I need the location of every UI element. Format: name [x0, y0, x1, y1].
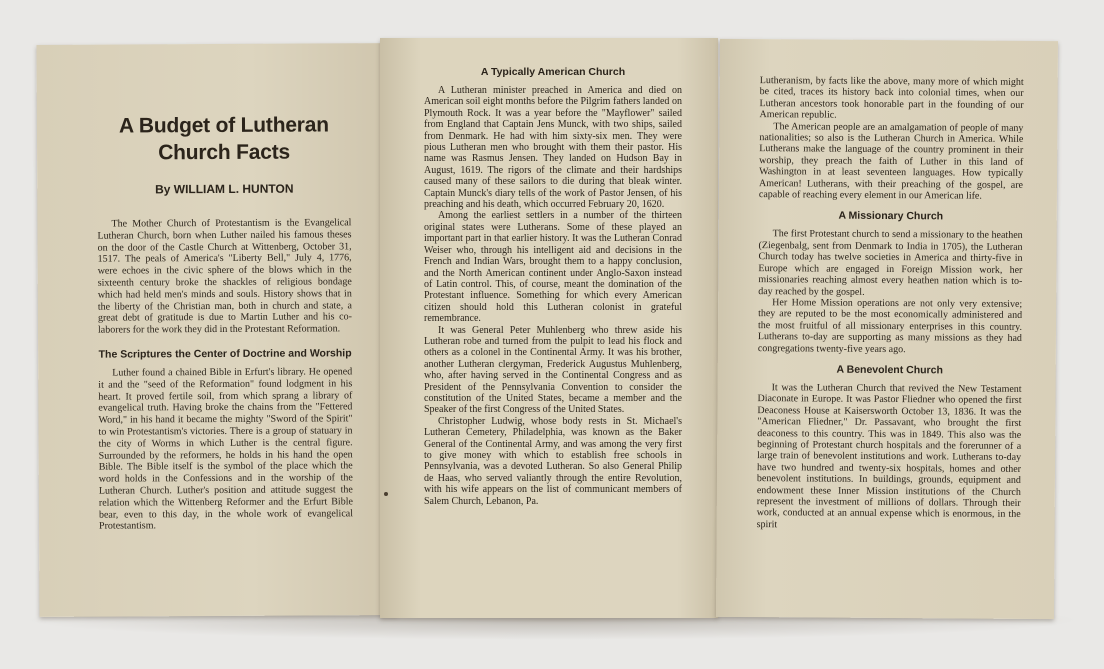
pamphlet-left-panel	[37, 43, 398, 617]
american-paragraph-2: Among the earliest settlers in a number of the thirteen original states were Lutherans. Some of these played an important part in that earlier history. It was the Lutheran Conrad Weiser who, through his intelligent aid and decisions in the French and Indian Wars, brought them to a happy conclusion, and the North American continent under Anglo-Saxon instead of Latin control. This, of course, meant the domination of the Protestant influence. Something for which every American citizen should hold this Lutheran colonist in grateful remembrance.	[424, 210, 682, 325]
american-paragraph-3: It was General Peter Muhlenberg who threw aside his Lutheran robe and turned from the pulpit to lead his flock and others as a colonel in the Continental Army. It was his brother, another Lutheran clergyman, Frederick Augustus Muhlenberg, who, after having served in the Continental Congress and as President of the Pennsylvania Convention to consider the constitution of the United States, became a member and the Speaker of the first Congress of the United States.	[424, 324, 682, 416]
section-heading-missionary: A Missionary Church	[838, 210, 944, 223]
intro-paragraph: The Mother Church of Protestantism is the Evangelical Lutheran Church, born when Luther nailed his famous theses on the door of the Castle Church at Wittenberg, October 31, 1517. The peals of America's "Liberty Bell," July 4, 1776, were echoes in the civic sphere of the blows which in the sixteenth century broke the shackles of religious bondage which had held men's minds and souls. History shows that in the liberty of the Christian man, both in church and state, a great debt of gratitude is due to Martin Luther and his co-laborers for the work they did in the Protestant Reformation.	[97, 217, 352, 336]
pamphlet-right-panel	[716, 39, 1058, 619]
american-paragraph-1: A Lutheran minister preached in America and died on American soil eight months before the Pilgrim fathers landed on Plymouth Rock. It was a year before the "Mayflower" sailed from England that Captain Jens Munck, with two ships, sailed from Denmark. He had with him sixty-six men. They were pious Lutheran men who brought with them their pastor. His name was Rasmus Jensen. They landed on Hudson Bay in August, 1619. The rigors of the climate and their hardships caused many of these sailors to die during that bleak winter. Captain Munck's diary tells of the work of Pastor Jensen, of his preaching and his death, which occurred February 20, 1620.	[424, 85, 682, 211]
scriptures-paragraph: Luther found a chained Bible in Erfurt's library. He opened it and the "seed of the Reformation" found lodgment in his heart. It proved fertile soil, from which sprang a library of evangelical truth. Having broke the chains from the "Fettered Word," in his hand it became the mighty "Sword of the Spirit" to win Protestantism's victories. There is a group of statuary in the city of Worms in which Luther is the central figure. Surrounded by the reformers, he holds in his hand the open Bible. The Bible itself is the symbol of the place which the word holds in the Confessions and in the worship of the Lutheran Church. Luther's position and attitude suggest the relation which the Wittenberg Reformer and the Erfurt Bible bear, even to this day, in the whole work of evangelical Protestantism.	[98, 366, 353, 532]
colonial-paragraph: Lutheranism, by facts like the above, many more of which might be cited, traces its history back into colonial times, when our Lutheran ancestors took honorable part in the founding of our American republic.	[759, 75, 1024, 121]
amalgamation-paragraph: The American people are an amalgamation of people of many nationalities; so also is the Lutheran Church in America. While Lutherans make the language of the country prominent in their worship, they preach the faith of Luther in this land of Washington in at least seventeen languages. How typically American! Lutherans, with their preaching of the gospel, are capable of reaching every element in our American life.	[758, 120, 1024, 202]
section-heading-scriptures: The Scriptures the Center of Doctrine and Worship	[98, 347, 352, 361]
author-byline: By WILLIAM L. HUNTON	[155, 181, 294, 197]
section-heading-american: A Typically American Church	[480, 66, 626, 78]
section-heading-benevolent: A Benevolent Church	[836, 363, 943, 377]
american-paragraph-4: Christopher Ludwig, whose body rests in St. Michael's Lutheran Cemetery, Philadelphia, was known as the Baker General of the Continental Army, and was among the very first to give money with which to establish free schools in Pennsylvania, was a devoted Lutheran. So also General Philip de Haas, who served valiantly through the entire Revolution, with his wife appears on the list of communicant members of Salem Church, Lebanon, Pa.	[424, 415, 682, 507]
staple-hole	[384, 492, 388, 496]
benevolent-paragraph: It was the Lutheran Church that revived the New Testament Diaconate in Europe. It was Pastor Fliedner who opened the first Deaconess House at Kaisersworth October 13, 1836. It was the "American Fliedner," Dr. Passavant, who brought the first deaconess to this country. This was in 1849. This also was the beginning of Protestant church hospitals and the forerunner of a large train of benevolent institutions and work. Lutherans to-day have two hundred and twenty-six hospitals, homes and other benevolent institutions. In buildings, grounds, equipment and endowment these Inner Mission institutions of the Church represent the investment of millions of dollars. Through their work, conducted at an annual expense which is enormous, in the spirit	[756, 382, 1022, 531]
pamphlet-middle-panel	[380, 38, 718, 618]
missionary-paragraph-2: Her Home Mission operations are not only very extensive; they are reputed to be the most economically administered and the most fruitful of all missionary enterprises in this country. Lutherans to-day are supporting as many missions as they had congregations twenty-five years ago.	[757, 297, 1023, 355]
pamphlet-title: A Budget of Lutheran Church Facts	[118, 113, 329, 165]
missionary-paragraph-1: The first Protestant church to send a missionary to the heathen (Ziegenbalg, sent from Denmark to India in 1705), the Lutheran Church today has twelve societies in America and thirty-five in Europe which are engaged in Foreign Mission work, her missionaries reaching almost every heathen nation which is to-day reached by the gospel.	[758, 228, 1023, 298]
